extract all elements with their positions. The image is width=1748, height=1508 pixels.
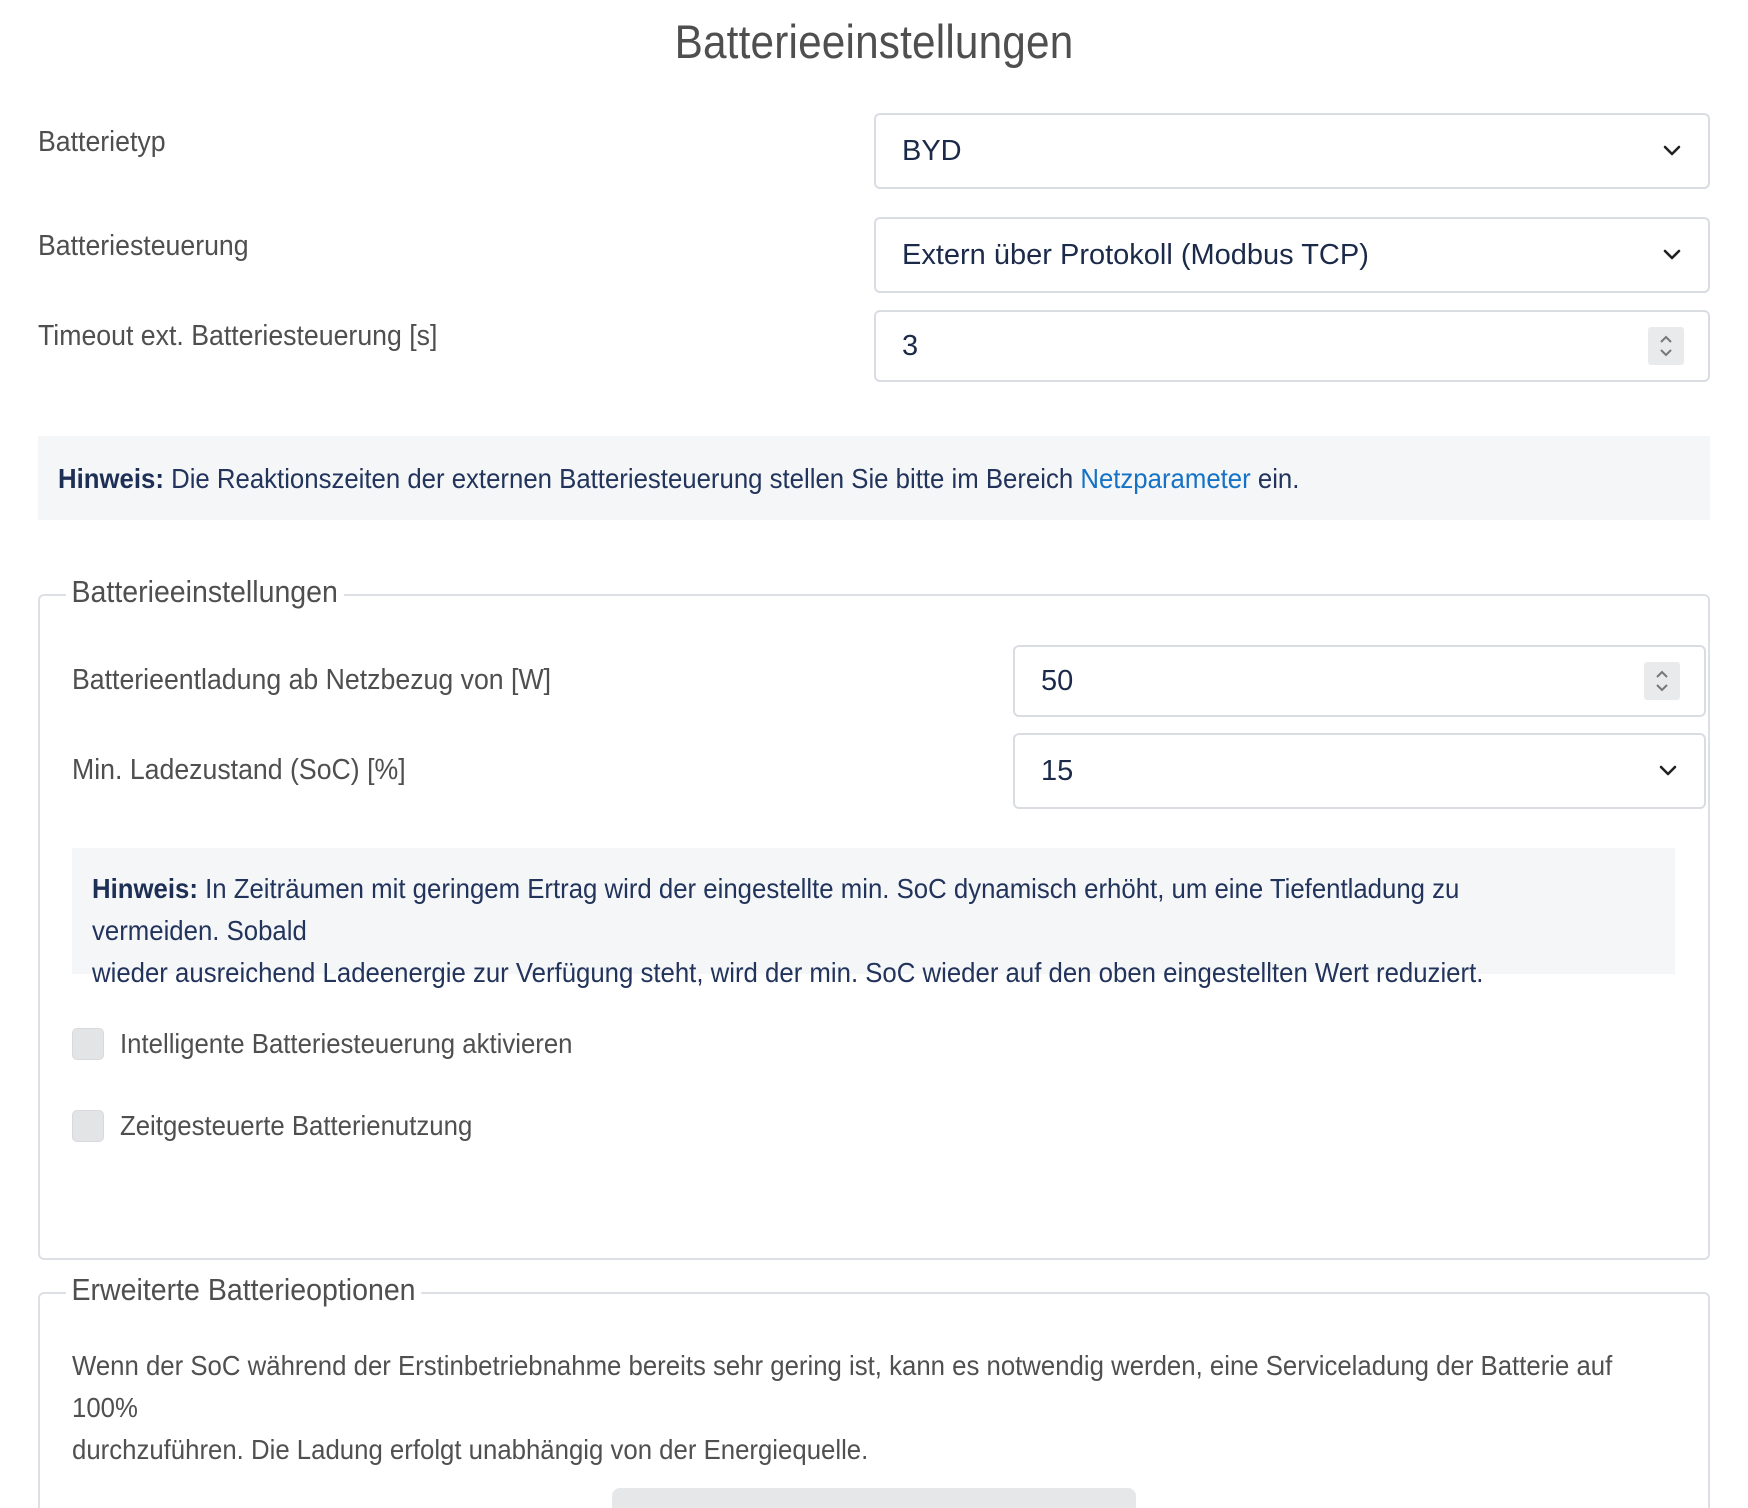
advanced-line2: durchzuführen. Die Ladung erfolgt unabhängig von der Energiequelle.	[72, 1434, 869, 1465]
discharge-input[interactable]	[1013, 645, 1706, 717]
battery-type-label: Batterietyp	[38, 126, 166, 158]
soc-hint-box	[72, 848, 1675, 988]
timed-usage-checkbox[interactable]	[72, 1110, 104, 1142]
page-title: Batterieeinstellungen	[674, 15, 1074, 68]
timed-usage-label: Zeitgesteuerte Batterienutzung	[120, 1110, 473, 1141]
battery-type-select[interactable]	[874, 113, 1710, 189]
discharge-value: 50	[1041, 664, 1074, 697]
hint-box	[38, 436, 1710, 520]
hint-suffix: ein.	[1250, 463, 1300, 494]
min-soc-value: 15	[1041, 754, 1074, 787]
intelligent-control-checkbox[interactable]	[72, 1028, 104, 1060]
timeout-value: 3	[902, 329, 919, 362]
number-spinner[interactable]	[1644, 662, 1680, 700]
advanced-line1: Wenn der SoC während der Erstinbetriebnahme bereits sehr gering ist, kann es notwendig werden, eine Serviceladung der Batterie auf 100%	[72, 1350, 1613, 1423]
timed-usage-checkbox-row[interactable]	[72, 1110, 503, 1142]
hint-prefix: Hinweis:	[58, 463, 164, 494]
chevron-down-icon	[1654, 133, 1690, 169]
hint-text: Die Reaktionszeiten der externen Batteriesteuerung stellen Sie bitte im Bereich	[163, 463, 1081, 494]
battery-control-label: Batteriesteuerung	[38, 230, 249, 262]
battery-control-select[interactable]	[874, 217, 1710, 293]
battery-settings-legend: Batterieeinstellungen	[66, 574, 343, 610]
number-spinner[interactable]	[1648, 327, 1684, 365]
chevron-down-icon	[1650, 753, 1686, 789]
soc-hint-line2: wieder ausreichend Ladeenergie zur Verfügung steht, wird der min. SoC wieder auf den oben eingestellten Wert reduziert.	[92, 957, 1484, 988]
min-soc-label: Min. Ladezustand (SoC) [%]	[72, 754, 406, 786]
netzparameter-link[interactable]: Netzparameter	[1080, 463, 1251, 494]
advanced-options-legend: Erweiterte Batterieoptionen	[66, 1272, 421, 1308]
battery-control-value: Extern über Protokoll (Modbus TCP)	[902, 238, 1369, 271]
chevron-down-icon	[1654, 237, 1690, 273]
advanced-options-description	[72, 1345, 1636, 1471]
timeout-input[interactable]	[874, 310, 1710, 382]
discharge-label: Batterieentladung ab Netzbezug von [W]	[72, 664, 552, 696]
service-charge-button[interactable]	[612, 1488, 1136, 1508]
intelligent-control-label: Intelligente Batteriesteuerung aktivieren	[120, 1028, 573, 1059]
min-soc-select[interactable]	[1013, 733, 1706, 809]
soc-hint-line1: In Zeiträumen mit geringem Ertrag wird der eingestellte min. SoC dynamisch erhöht, um eine Tiefentladung zu vermeiden. Sobald	[92, 873, 1460, 946]
timeout-label: Timeout ext. Batteriesteuerung [s]	[38, 320, 438, 352]
battery-type-value: BYD	[902, 134, 962, 167]
intelligent-control-checkbox-row[interactable]	[72, 1028, 612, 1060]
soc-hint-prefix: Hinweis:	[92, 873, 198, 904]
